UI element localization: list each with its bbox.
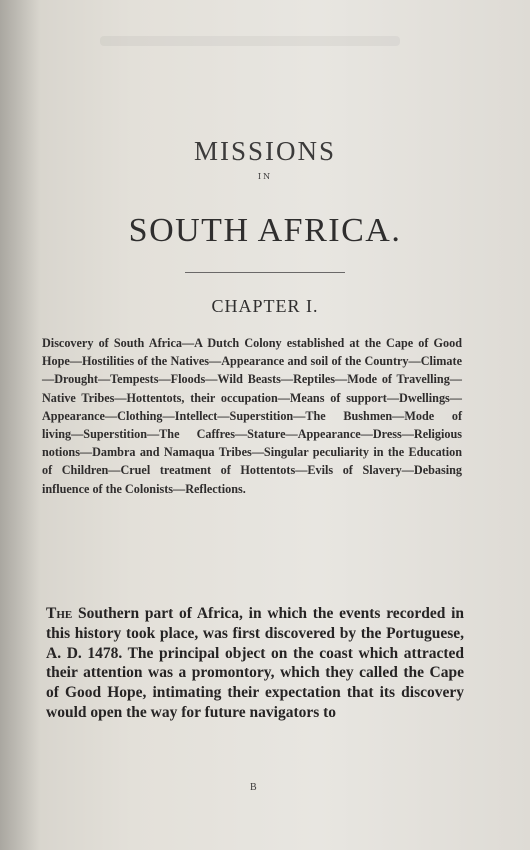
first-word-small-caps: The	[46, 605, 73, 622]
title-rule	[185, 272, 345, 273]
title-in: IN	[257, 172, 273, 181]
paragraph-text: Southern part of Africa, in which the events recorded in this history took place, was first discovered by the Portuguese, A. D. 1478. The principal object on the coast which attracted their attention was a promontory, which they called the Cape of Good Hope, intimating their expectation that its discovery would open the way for future navigators to	[46, 605, 464, 721]
chapter-summary: Discovery of South Africa—A Dutch Colony established at the Cape of Good Hope—Hostilities of the Natives—Appearance and soil of the Country—Climate—Drought—Tempests—Floods—Wild Beasts—Reptiles—Mode of Travelling—Native Tribes—Hottentots, their occupation—Means of support—Dwellings—Appearance—Clothing—Intellect—Superstition—The Bushmen—Mode of living—Superstition—The Caffres—Stature—Appearance—Dress—Religious notions—Dambra and Namaqua Tribes—Singular peculiarity in the Education of Children—Cruel treatment of Hottentots—Evils of Slavery—Debasing influence of the Colonists—Reflections.	[42, 336, 462, 496]
signature-mark: B	[250, 782, 257, 793]
title-missions: MISSIONS	[193, 136, 337, 166]
body-paragraph	[46, 604, 464, 723]
show-through-text	[100, 36, 400, 46]
title-south-africa: SOUTH AFRICA.	[128, 212, 402, 249]
chapter-heading: CHAPTER I.	[211, 296, 319, 316]
